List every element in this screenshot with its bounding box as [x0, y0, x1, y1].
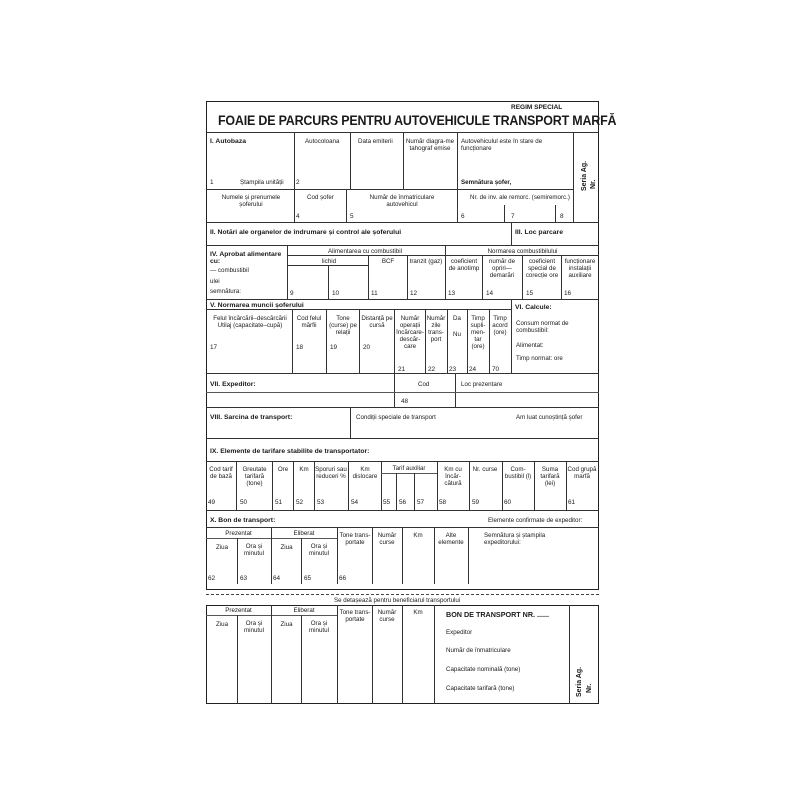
field-number-1: 1	[210, 179, 214, 186]
distanta-label: Distanță pe cursă	[361, 315, 393, 329]
field-number-61: 61	[568, 499, 576, 506]
km-bon-label: Km	[413, 532, 423, 539]
suma-tarifara-label: Suma tarifară (lei)	[540, 466, 560, 487]
field-number-49: 49	[208, 499, 216, 506]
field-number-62: 62	[208, 575, 216, 582]
numar-zile-label: Număr zile trans-port	[426, 315, 446, 343]
field-number-51: 51	[275, 499, 283, 506]
timp-suplimentar-label: Timp supli-men-tar (ore)	[470, 315, 486, 350]
field-number-66: 66	[339, 575, 347, 582]
semnatura-sofer-label: Semnătura șofer,	[461, 179, 512, 186]
divider	[206, 392, 599, 393]
divider	[350, 407, 351, 438]
field-number-7: 7	[511, 213, 515, 220]
ora-minutul-eliberat-label: Ora și minutul	[309, 543, 329, 557]
coef-anotimp-label: coeficient de anotimp	[448, 258, 480, 272]
bon-transport-label: X. Bon de transport:	[210, 517, 276, 524]
seria-ag-label: Seria Ag.	[581, 160, 588, 191]
field-number-5: 5	[350, 213, 354, 220]
semnatura-stampila-label: Semnătura și ștampila expeditorului:	[484, 532, 546, 546]
field-number-22: 22	[428, 366, 436, 373]
field-number-4: 4	[296, 213, 300, 220]
divider	[414, 473, 415, 510]
field-number-13: 13	[448, 290, 456, 297]
field-number-55: 55	[383, 499, 391, 506]
stub-nr-inmatriculare-label: Număr de înmatriculare	[446, 647, 511, 654]
felul-incarcarii-label: Felul încărcării–descărcării Utilaj (capacitate–cupă)	[213, 315, 287, 329]
field-number-63: 63	[240, 575, 248, 582]
ziua-label: Ziua	[215, 544, 229, 551]
field-number-53: 53	[317, 499, 325, 506]
coef-special-label: coeficient special de corecție ore	[525, 258, 559, 279]
field-number-60: 60	[504, 499, 512, 506]
divider	[359, 309, 360, 373]
divider	[396, 473, 397, 510]
regim-special-label: REGIM SPECIAL	[511, 104, 563, 111]
timp-normat-label: Timp normat: ore	[516, 355, 563, 362]
combustibil-label: — combustibil	[210, 267, 249, 274]
km-label: Km	[299, 466, 309, 473]
field-number-54: 54	[351, 499, 359, 506]
tarif-auxiliar-label: Tarif auxiliar	[392, 465, 426, 472]
field-number-23: 23	[449, 366, 457, 373]
divider	[206, 461, 599, 462]
divider	[555, 205, 556, 222]
nr-curse-label: Nr. curse	[472, 466, 498, 473]
nr-opriri-label: număr de opriri—demarări	[488, 258, 516, 279]
stub-capacitate-tarifara-label: Capacitate tarifară (tone)	[446, 685, 515, 692]
divider	[522, 255, 523, 299]
stub-eliberat-label: Eliberat	[293, 607, 315, 614]
form-title: FOAIE DE PARCURS PENTRU AUTOVEHICULE TRANSPORT MARFĂ	[218, 113, 617, 128]
stampila-label: Ștampila unității	[240, 179, 284, 186]
field-number-20: 20	[363, 344, 371, 351]
stub-tone-label: Tone trans-portate	[339, 609, 371, 623]
loc-parcare-label: III. Loc parcare	[515, 229, 563, 236]
elemente-tarifare-label: IX. Elemente de tarifare stabilite de transportator:	[210, 448, 370, 455]
functionare-label: funcționare instalații auxiliare	[564, 258, 596, 279]
detaseaza-label: Se detașează pentru beneficiarul transportului	[334, 597, 461, 604]
divider	[457, 189, 458, 222]
divider	[326, 309, 327, 373]
divider	[434, 605, 435, 704]
field-number-2: 2	[296, 179, 300, 186]
cod-felul-label: Cod felul mărfii	[296, 315, 322, 329]
stub-prezentat-label: Prezentat	[225, 607, 252, 614]
ora-minutul-label: Ora și minutul	[244, 543, 264, 557]
da-label: Da	[453, 315, 461, 322]
divider	[287, 245, 288, 299]
field-number-21: 21	[398, 366, 406, 373]
divider	[206, 438, 599, 439]
stub-km-label: Km	[413, 609, 423, 616]
autobaza-label: I. Autobaza	[210, 138, 246, 145]
divider	[482, 255, 483, 299]
stub-ora-minutul-eliberat-label: Ora și minutul	[309, 620, 329, 634]
stub-bon-title: BON DE TRANSPORT NR. ......	[446, 610, 550, 619]
field-number-19: 19	[330, 344, 338, 351]
field-number-15: 15	[526, 290, 534, 297]
field-number-64: 64	[273, 575, 281, 582]
elemente-confirmate-label: Elemente confirmate de expeditor:	[488, 517, 583, 524]
stub-ora-minutul-label: Ora și minutul	[244, 620, 264, 634]
divider	[445, 245, 446, 299]
lichid-label: lichid	[321, 258, 337, 265]
field-number-65: 65	[304, 575, 312, 582]
consum-normat-label: Consum normat de combustibil:	[516, 320, 569, 334]
stub-numar-curse-label: Număr curse	[377, 609, 397, 623]
sarcina-label: VIII. Sarcina de transport:	[210, 414, 293, 421]
field-number-57: 57	[417, 499, 425, 506]
aprobat-label: IV. Aprobat alimentare cu:	[210, 251, 282, 265]
divider	[350, 132, 351, 189]
divider	[394, 309, 395, 373]
divider	[206, 245, 599, 246]
field-number-56: 56	[399, 499, 407, 506]
sporuri-label: Sporuri sau reduceri %	[315, 466, 347, 480]
cod-grupa-label: Cod grupă marfă	[567, 466, 597, 480]
autovehicul-stare-label: Autovehiculul este în stare de funcționare	[461, 138, 543, 152]
divider	[236, 461, 237, 510]
conditii-speciale-label: Condiții speciale de transport	[356, 414, 436, 421]
field-number-16: 16	[564, 290, 572, 297]
divider	[206, 407, 599, 408]
stub-ziua-label: Ziua	[215, 621, 229, 628]
ziua-eliberat-label: Ziua	[280, 544, 293, 551]
field-number-70: 70	[492, 366, 500, 373]
nr-label: Nr.	[590, 179, 597, 189]
ore-label: Ore	[277, 466, 289, 473]
divider	[206, 222, 599, 223]
combustibil-l-label: Com-bustibil (l)	[504, 466, 532, 480]
divider	[206, 299, 599, 300]
ulei-label: ulei	[210, 278, 220, 285]
nume-sofer-label: Numele și prenumele șoferului	[221, 194, 281, 208]
cod-sofer-label: Cod șofer	[307, 194, 334, 201]
bcf-label: BCF	[381, 258, 395, 265]
normarea-comb-label: Normarea combustibilului	[487, 248, 558, 255]
divider	[348, 461, 349, 510]
divider	[511, 222, 512, 245]
alte-elemente-label: Alte elemente	[438, 532, 464, 546]
divider	[569, 605, 570, 704]
tone-transportate-label: Tone trans-portate	[339, 532, 371, 546]
divider	[328, 265, 329, 299]
normarea-muncii-label: V. Normarea muncii șoferului	[210, 302, 304, 309]
field-number-58: 58	[439, 499, 447, 506]
divider	[292, 309, 293, 373]
prezentat-label: Prezentat	[225, 530, 252, 537]
eliberat-label: Eliberat	[293, 530, 315, 537]
numar-operatii-label: Număr operații încărcare-descăr-care	[396, 315, 424, 350]
stub-seria-ag-label: Seria Ag.	[576, 666, 583, 697]
divider	[294, 189, 295, 222]
divider	[287, 255, 599, 256]
field-number-50: 50	[240, 499, 248, 506]
divider	[394, 373, 395, 407]
tranzit-label: tranzit (gaz)	[409, 258, 443, 265]
alimentarea-label: Alimentarea cu combustibil	[328, 248, 402, 255]
nu-label: Nu	[453, 331, 461, 338]
nr-inmatriculare-label: Număr de înmatriculare autovehicul	[369, 194, 435, 208]
luat-cunostinta-label: Am luat cunoștință șofer	[516, 414, 583, 421]
km-dislocare-label: Km dislocare	[352, 466, 378, 480]
divider	[402, 605, 403, 704]
notari-label: II. Notări ale organelor de îndrumare și control ale șoferului	[210, 229, 402, 236]
tear-line	[206, 594, 599, 595]
field-number-24: 24	[469, 366, 477, 373]
field-number-8: 8	[560, 213, 564, 220]
field-number-10: 10	[332, 290, 340, 297]
divider	[206, 189, 573, 190]
field-number-6: 6	[461, 213, 465, 220]
stub-capacitate-nominala-label: Capacitate nominală (tone)	[446, 666, 521, 673]
divider	[381, 473, 437, 474]
field-number-12: 12	[410, 290, 418, 297]
nr-inv-remorci-label: Nr. de inv. ale remorc. (semiremorc.)	[470, 194, 570, 201]
calcule-label: VI. Calcule:	[515, 304, 552, 311]
divider	[368, 255, 369, 299]
field-number-11: 11	[371, 290, 378, 297]
field-number-18: 18	[296, 344, 304, 351]
autocoloana-label: Autocoloana	[305, 138, 340, 145]
greutate-label: Greutate tarifară (tone)	[242, 466, 267, 487]
divider	[468, 527, 469, 584]
loc-prezentare-label: Loc prezentare	[461, 381, 503, 388]
divider	[294, 132, 295, 189]
divider	[403, 132, 404, 189]
divider	[271, 605, 272, 704]
field-number-9: 9	[290, 290, 294, 297]
semnatura-label: semnătura:	[210, 288, 241, 295]
divider	[206, 373, 599, 374]
field-number-17: 17	[210, 344, 218, 351]
alimentat-label: Alimentat:	[516, 342, 544, 349]
cod-label: Cod	[418, 381, 430, 388]
divider	[504, 205, 505, 222]
field-number-59: 59	[472, 499, 480, 506]
timp-acord-label: Timp acord (ore)	[492, 315, 508, 336]
divider	[573, 132, 574, 222]
divider	[511, 299, 512, 373]
divider	[346, 189, 347, 222]
expeditor-label: VII. Expeditor:	[210, 381, 256, 388]
numar-curse-label: Număr curse	[377, 532, 397, 546]
data-emiterii-label: Data emiterii	[358, 138, 393, 145]
stub-ziua-eliberat-label: Ziua	[280, 621, 293, 628]
stub-nr-label: Nr.	[586, 683, 593, 693]
divider	[206, 510, 599, 511]
numar-diagrame-label: Număr diagra-me tahograf emise	[405, 138, 455, 152]
cod-tarif-label: Cod tarif de bază	[209, 466, 233, 480]
field-number-48: 48	[401, 398, 409, 405]
field-number-52: 52	[296, 499, 304, 506]
km-incarcatura-label: Km cu încăr-cătură	[444, 466, 462, 487]
divider	[455, 373, 456, 407]
divider	[457, 132, 458, 189]
tone-curse-label: Tone (curse) pe relații	[329, 315, 357, 336]
stub-expeditor-label: Expeditor	[446, 629, 473, 636]
field-number-14: 14	[486, 290, 494, 297]
